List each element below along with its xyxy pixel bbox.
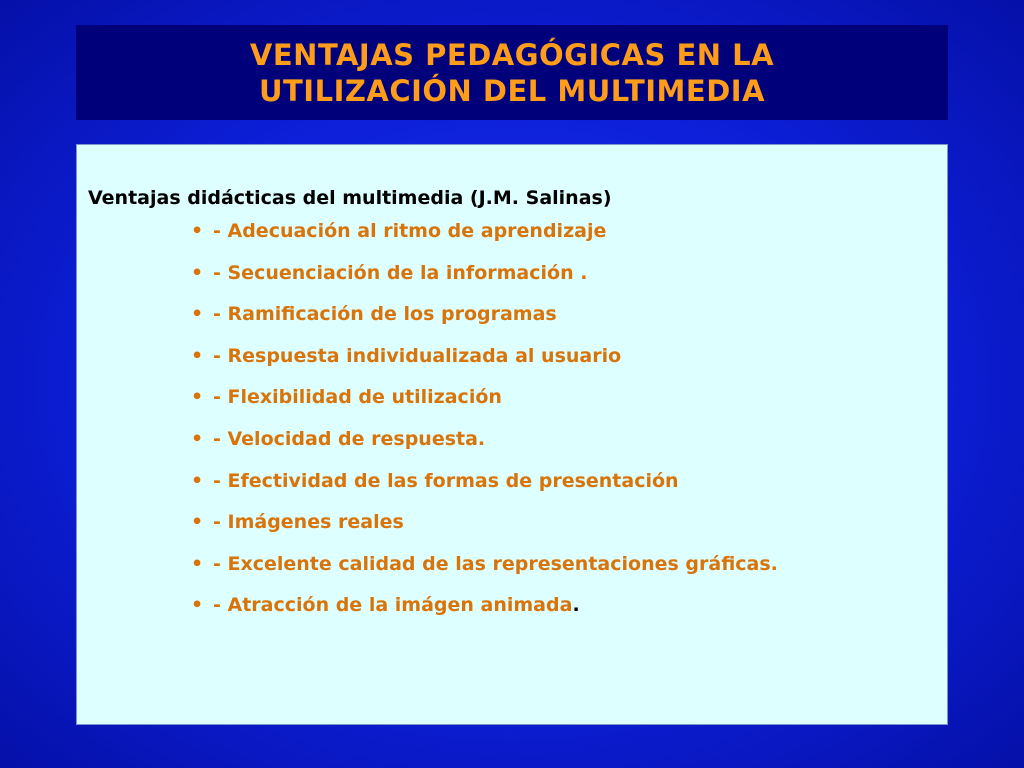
list-item-text: - Imágenes reales xyxy=(213,511,404,534)
bullet-icon: • xyxy=(191,303,204,326)
bullet-icon: • xyxy=(191,469,204,492)
list-item-trailing-period: . xyxy=(572,594,580,617)
list-item-text: - Atracción de la imágen animada xyxy=(213,594,573,617)
list-item-text: - Ramificación de los programas xyxy=(213,303,557,326)
list-item-text: - Secuenciación de la información . xyxy=(213,261,588,284)
bullet-list xyxy=(191,218,778,634)
list-item-text: - Respuesta individualizada al usuario xyxy=(213,344,622,367)
list-item xyxy=(191,426,778,468)
list-item-text: - Efectividad de las formas de presentación xyxy=(213,469,679,492)
bullet-icon: • xyxy=(191,594,204,617)
bullet-icon: • xyxy=(191,344,204,367)
list-item xyxy=(191,343,778,385)
list-item xyxy=(191,384,778,426)
list-item xyxy=(191,301,778,343)
title-box xyxy=(76,25,948,120)
list-item-text: - Adecuación al ritmo de aprendizaje xyxy=(213,220,607,242)
list-item xyxy=(191,468,778,510)
list-item xyxy=(191,551,778,593)
list-item xyxy=(191,509,778,551)
bullet-icon: • xyxy=(191,427,204,450)
content-box xyxy=(76,144,948,725)
list-item xyxy=(191,218,778,260)
slide-title-line-1: VENTAJAS PEDAGÓGICAS EN LA xyxy=(249,37,775,72)
content-subtitle: Ventajas didácticas del multimedia (J.M. Salinas) xyxy=(88,187,612,209)
slide-title-line-2: UTILIZACIÓN DEL MULTIMEDIA xyxy=(258,73,766,108)
list-item-text: - Excelente calidad de las representaciones gráficas. xyxy=(213,552,778,575)
bullet-icon: • xyxy=(191,552,204,575)
bullet-icon: • xyxy=(191,511,204,534)
bullet-icon: • xyxy=(191,386,204,409)
list-item-text: - Flexibilidad de utilización xyxy=(213,386,502,409)
list-item xyxy=(191,260,778,302)
bullet-icon: • xyxy=(191,261,204,284)
bullet-icon: • xyxy=(191,220,204,242)
list-item xyxy=(191,592,778,634)
list-item-text: - Velocidad de respuesta. xyxy=(213,427,486,450)
